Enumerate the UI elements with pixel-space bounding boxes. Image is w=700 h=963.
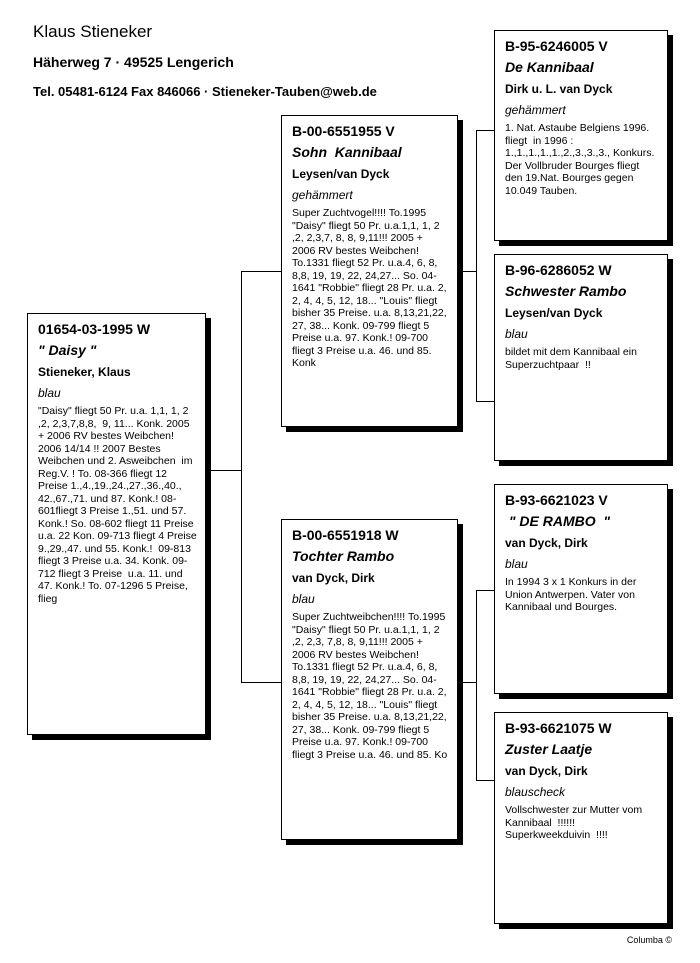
pigeon-owner: Leysen/van Dyck bbox=[292, 167, 390, 181]
pigeon-name: Tochter Rambo bbox=[292, 548, 395, 564]
pigeon-color: blauscheck bbox=[505, 785, 566, 799]
connector bbox=[206, 470, 242, 471]
pigeon-card-paternal-grandfather bbox=[494, 30, 696, 241]
ring-number: 01654-03-1995 W bbox=[38, 321, 151, 337]
connector bbox=[476, 130, 494, 131]
pigeon-color: blau bbox=[505, 557, 528, 571]
ring-number: B-93-6621075 W bbox=[505, 720, 612, 736]
pigeon-name: Sohn Kannibaal bbox=[292, 144, 402, 160]
pigeon-card-maternal-grandfather bbox=[494, 484, 668, 694]
pigeon-name: Zuster Laatje bbox=[505, 741, 593, 757]
connector bbox=[458, 682, 476, 683]
pigeon-owner: Dirk u. L. van Dyck bbox=[505, 82, 613, 96]
connector bbox=[476, 590, 477, 780]
pigeon-notes: Vollschwester zur Mutter vom Kannibaal !!!!!! Superkweekduivin !!!! bbox=[505, 804, 646, 841]
connector bbox=[241, 271, 282, 272]
ring-number: B-00-6551918 W bbox=[292, 527, 399, 543]
ring-number: B-00-6551955 V bbox=[292, 123, 395, 139]
pigeon-card-subject bbox=[27, 313, 206, 735]
connector bbox=[241, 682, 282, 683]
connector bbox=[458, 271, 476, 272]
pigeon-card-maternal-grandmother bbox=[494, 712, 668, 924]
pigeon-name: De Kannibaal bbox=[505, 59, 594, 75]
pigeon-color: blau bbox=[38, 386, 61, 400]
pigeon-notes: In 1994 3 x 1 Konkurs in der Union Antwerpen. Vater von Kannibaal und Bourges. bbox=[505, 576, 640, 613]
ring-number: B-96-6286052 W bbox=[505, 262, 612, 278]
pigeon-owner: van Dyck, Dirk bbox=[292, 571, 375, 585]
pigeon-owner: Leysen/van Dyck bbox=[505, 306, 603, 320]
pigeon-card-paternal-grandmother bbox=[494, 254, 668, 461]
pigeon-notes: 1. Nat. Astaube Belgiens 1996. fliegt in 1996 : 1.,1.,1.,1.,1.,2.,3.,3.,3., Konkurs. Der Vollbruder Bourges fliegt den 19.Nat. Bourges gegen 10.049 Tauben. bbox=[505, 122, 696, 197]
connector bbox=[476, 780, 494, 781]
pigeon-color: blau bbox=[292, 592, 315, 606]
pigeon-notes: bildet mit dem Kannibaal ein Superzuchtpaar !! bbox=[505, 346, 640, 371]
breeder-name: Klaus Stieneker bbox=[33, 22, 153, 41]
pigeon-card-father bbox=[281, 115, 458, 427]
footer-credit: Columba © bbox=[626, 935, 672, 945]
pigeon-name: " Daisy " bbox=[38, 342, 97, 358]
pigeon-color: blau bbox=[505, 327, 528, 341]
pigeon-owner: van Dyck, Dirk bbox=[505, 764, 588, 778]
ring-number: B-93-6621023 V bbox=[505, 492, 608, 508]
connector bbox=[476, 590, 494, 591]
pigeon-notes: Super Zuchtweibchen!!!! To.1995 "Daisy" fliegt 50 Pr. u.a.1,1, 1, 2 ,2, 2,3, 7,8, 8, 9,11!!! 2005 + 2006 RV bestes Weibchen! To.1331 fliegt 52 Pr. u.a.4, 6, 8, 8,8, 19, 19, 22, 24,27... So. 04-1641 "Robbie" fliegt 28 Pr. u.a. 2, 2, 4, 4, 5, 12, 18... "Louis" fliegt bisher 35 Preise. u.a. 8,13,21,22, 27, 38... Konk. 09-799 fliegt 5 Preise u.a. 97. Konk.! 09-700 fliegt 3 Preise u.a. 46. und 85. Ko bbox=[292, 611, 453, 761]
breeder-contact: Tel. 05481-6124 Fax 846066 · Stieneker-Tauben@web.de bbox=[33, 84, 377, 99]
pigeon-color: gehämmert bbox=[292, 188, 353, 202]
connector bbox=[476, 401, 494, 402]
breeder-header bbox=[33, 22, 377, 99]
pigeon-card-mother bbox=[281, 519, 458, 840]
breeder-address: Häherweg 7 · 49525 Lengerich bbox=[33, 54, 234, 70]
pigeon-notes: Super Zuchtvogel!!!! To.1995 "Daisy" fliegt 50 Pr. u.a.1,1, 1, 2 ,2, 2,3,7, 8, 8, 9,11!!! 2005 + 2006 RV bestes Weibchen! To.1331 fliegt 52 Pr. u.a.4, 6, 8, 8,8, 19, 19, 22, 24,27... So. 04-1641 "Robbie" fliegt 28 Pr. u.a. 2, 2, 4, 4, 5, 12, 18... "Louis" fliegt bisher 35 Preise. u.a. 8,13,21,22, 27, 38... Konk. 09-799 fliegt 5 Preise u.a. 97. Konk.! 09-700 fliegt 3 Preise u.a. 46. und 85. Konk bbox=[292, 207, 453, 369]
pigeon-owner: van Dyck, Dirk bbox=[505, 536, 588, 550]
pigeon-name: Schwester Rambo bbox=[505, 283, 627, 299]
pigeon-notes: "Daisy" fliegt 50 Pr. u.a. 1,1, 1, 2 ,2, 2,3,7,8,8, 9, 11... Konk. 2005 + 2006 RV bestes Weibchen! 2006 14/14 !! 2007 Bestes Weibchen und 2. Asweibchen im Reg.V. ! To. 08-366 fliegt 12 Preise 1.,4.,19.,24.,27.,36.,40., 42.,67.,71. und 87. Konk.! 08-601fliegt 3 Preise 1.,51. und 57. Konk.! So. 08-602 fliegt 11 Preise u.a. 22 Kon. 09-713 fliegt 4 Preise 9.,29.,47. und 55. Konk.! 09-813 fliegt 3 Preise u.a. 34. Konk. 09-712 fliegt 3 Preise u.a. 11. und 47. Konk.! To. 07-1296 5 Preise, flieg bbox=[38, 405, 200, 605]
pigeon-color: gehämmert bbox=[505, 103, 566, 117]
connector bbox=[476, 130, 477, 401]
pigeon-owner: Stieneker, Klaus bbox=[38, 365, 131, 379]
ring-number: B-95-6246005 V bbox=[505, 38, 608, 54]
pigeon-name: " DE RAMBO " bbox=[505, 513, 611, 529]
connector bbox=[241, 271, 242, 682]
